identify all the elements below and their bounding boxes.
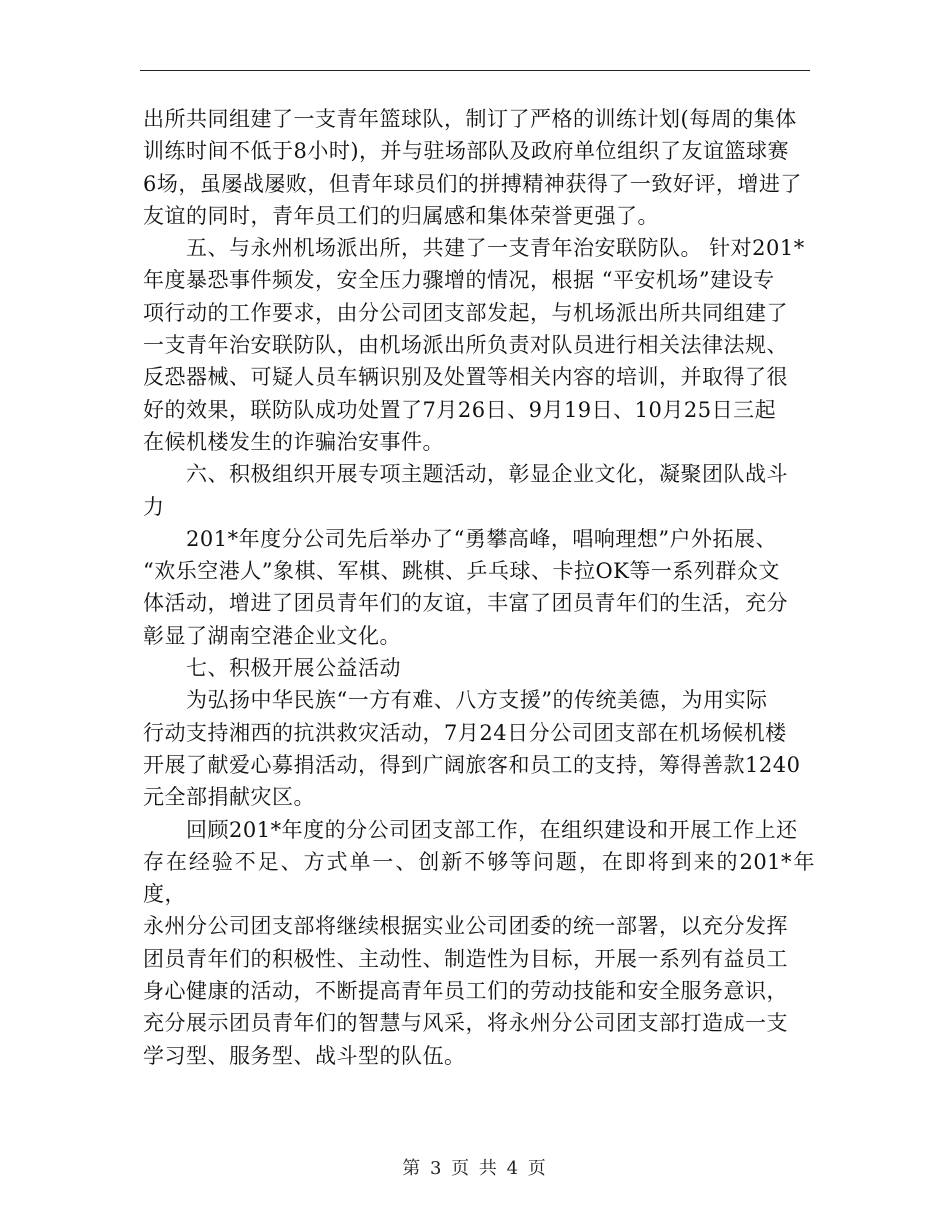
paragraph-themed-activities: 201*年度分公司先后举办了“勇攀高峰，唱响理想”户外拓展、 “欢乐空港人”象棋、军棋、跳棋、乒乓球、卡拉OK等一系列群众文 体活动，增进了团员青年们的友谊，丰富了团员青年们的生活，充分 彰显了湖南空港企业文化。 bbox=[143, 526, 788, 648]
paragraph-public-welfare: 为弘扬中华民族“一方有难、八方支援”的传统美德，为用实际 行动支持湘西的抗洪救灾活动，7月24日分公司团支部在机场候机楼 开展了献爱心募捐活动，得到广阔旅客和员工的支持，筹得善款1240 元全部捐献灾区。 bbox=[143, 688, 801, 810]
header-rule bbox=[140, 70, 810, 71]
document-body bbox=[143, 103, 815, 1072]
section-heading-public-welfare: 七、积极开展公益活动 bbox=[143, 656, 401, 681]
paragraph-security-team: 五、与永州机场派出所，共建了一支青年治安联防队。 针对201* 年度暴恐事件频发，安全压力骤增的情况，根据 “平安机场”建设专 项行动的工作要求，由分公司团支部发起，与机场派出所共同组建了 一支青年治安联防队，由机场派出所负责对队员进行相关法律法规、 反恐器械、可疑人员车辆识别及处置等相关内容的培训，并取得了很 好的效果，联防队成功处置了7月26日、9月19日、10月25日三起 在候机楼发生的诈骗治安事件。 bbox=[143, 236, 805, 454]
paragraph-review-outlook: 回顾201*年度的分公司团支部工作，在组织建设和开展工作上还 存在经验不足、方式单一、创新不够等问题，在即将到来的201*年度， 永州分公司团支部将继续根据实业公司团委的统一部署，以充分发挥 团员青年们的积极性、主动性、制造性为目标，开展一系列有益员工 身心健康的活动，不断提高青年员工们的劳动技能和安全服务意识， 充分展示团员青年们的智慧与风采，将永州分公司团支部打造成一支 学习型、服务型、战斗型的队伍。 bbox=[143, 817, 815, 1068]
paragraph-basketball-team: 出所共同组建了一支青年篮球队，制订了严格的训练计划(每周的集体 训练时间不低于8小时)，并与驻场部队及政府单位组织了友谊篮球赛 6场，虽屡战屡败，但青年球员们的拼搏精神获得了一致好评，增进了 友谊的同时，青年员工们的归属感和集体荣誉更强了。 bbox=[143, 107, 802, 228]
page-number: 第 3 页 共 4 页 bbox=[402, 1158, 548, 1179]
section-heading-themed-activities: 六、积极组织开展专项主题活动，彰显企业文化，凝聚团队战斗 力 bbox=[143, 462, 788, 519]
